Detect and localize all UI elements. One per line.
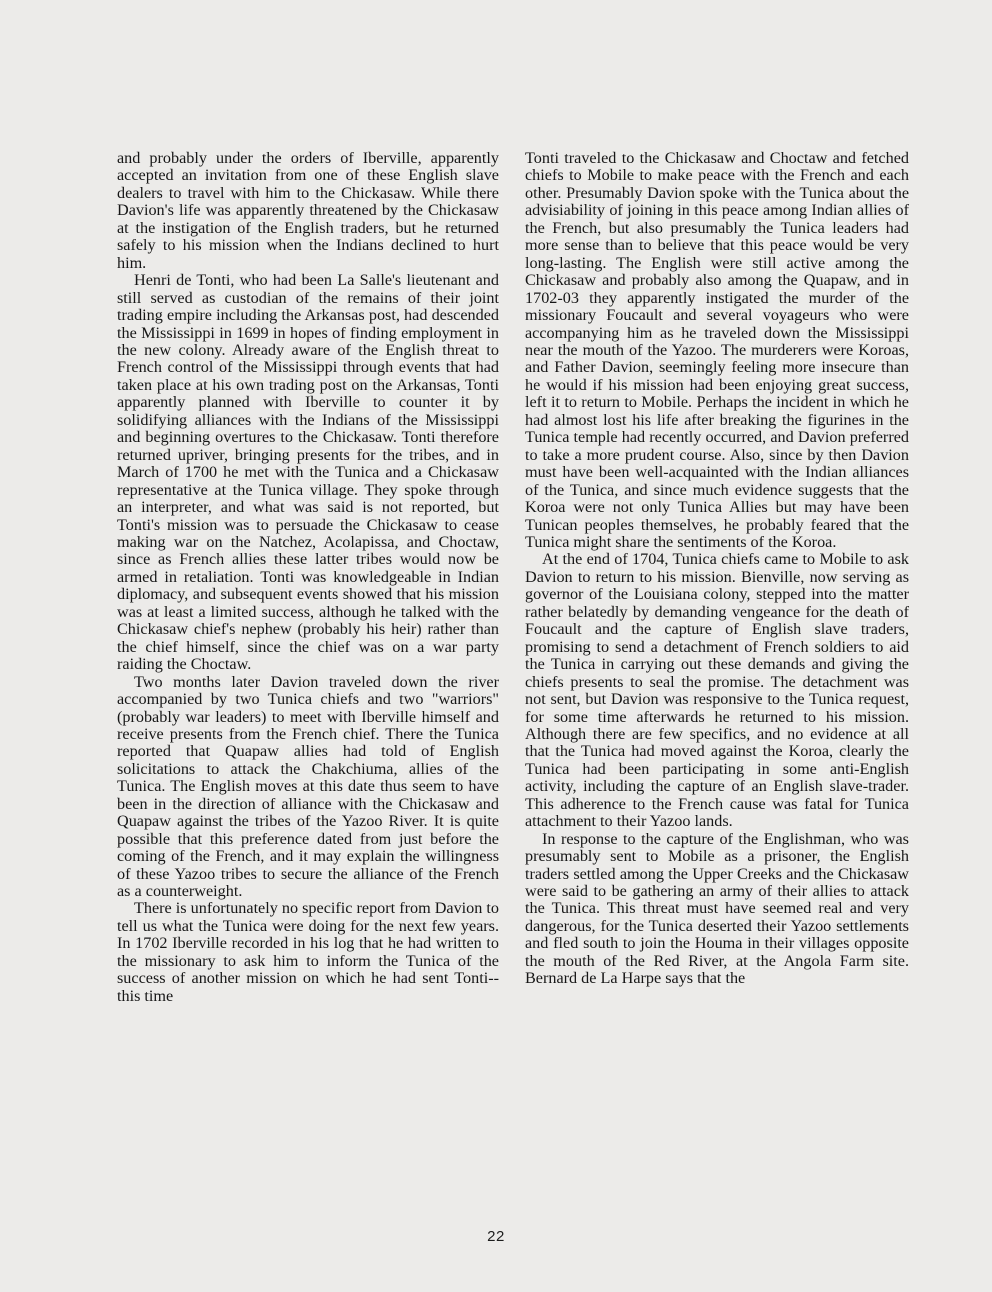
paragraph: and probably under the orders of Iberville, apparently accepted an invitation from one of these English slave dealers to travel with him to the Chickasaw. While there Davion's life was apparently threatened by the Chickasaw at the instigation of the English traders, but he returned safely to his mission when the Indians declined to hurt him.	[117, 149, 499, 272]
paragraph: In response to the capture of the Englishman, who was presumably sent to Mobile as a prisoner, the English traders settled among the Upper Creeks and the Chickasaw were said to be gathering an army of their allies to attack the Tunica. This threat must have seemed real and very dangerous, for the Tunica deserted their Yazoo settlements and fled south to join the Houma in their villages opposite the mouth of the Red River, at the Angola Farm site. Bernard de La Harpe says that the	[525, 829, 909, 988]
paragraph: There is unfortunately no specific report from Davion to tell us what the Tunica were doing for the next few years. In 1702 Iberville recorded in his log that he had written to the missionary to ask him to inform the Tunica of the success of another mission on which he had sent Tonti--this time	[117, 899, 500, 1005]
page-number: 22	[487, 1228, 505, 1245]
paragraph: Henri de Tonti, who had been La Salle's lieutenant and still served as custodian of the remains of their joint trading empire including the Arkansas post, had descended the Mississippi in 1699 in hopes of finding employment in the new colony. Already aware of the English threat to French control of the Mississippi through events that had taken place at his own trading post on the Arkansas, Tonti apparently planned with Iberville to counter it by solidifying alliances with the Indians of the Mississippi and beginning overtures to the Chickasaw. Tonti therefore returned upriver, bringing presents for the tribes, and in March of 1700 he met with the Tunica and a Chickasaw representative at the Tunica village. They spoke through an interpreter, and what was said is not reported, but Tonti's mission was to persuade the Chickasaw to cease making war on the Natchez, Acolapissa, and Choctaw, since as French allies these latter tribes would now be armed in retaliation. Tonti was knowledgeable in Indian diplomacy, and subsequent events showed that his mission was at least a limited success, although he talked with the Chickasaw chief's nephew (probably his heir) rather than the chief himself, since the chief was on a war party raiding the Choctaw.	[117, 271, 499, 674]
paragraph: At the end of 1704, Tunica chiefs came to Mobile to ask Davion to return to his mission. Bienville, now serving as governor of the Louisiana colony, stepped into the matter rather belatedly by demanding vengeance for the death of Foucault and the capture of English slave traders, promising to send a detachment of French soldiers to aid the Tunica in carrying out these demands and giving the chiefs presents to seal the promise. The detachment was not sent, but Davion was responsive to the Tunica request, for some time afterwards he returned to his mission. Although there are few specifics, and no evidence at all that the Tunica had moved against the Koroa, clearly the Tunica had been participating in some anti-English activity, including the capture of an English slave-trader. This adherence to the French cause was fatal for Tunica attachment to their Yazoo lands.	[525, 550, 909, 831]
right-column	[525, 150, 909, 988]
paragraph: Tonti traveled to the Chickasaw and Choctaw and fetched chiefs to Mobile to make peace with the French and each other. Presumably Davion spoke with the Tunica about the advisiability of joining in this peace among Indian allies of the French, but also presumably the Tunica leaders had more sense than to believe that this peace would be very long-lasting. The English were still active among the Chickasaw and probably also among the Quapaw, and in 1702-03 they apparently instigated the murder of the missionary Foucault and several voyageurs who were accompanying him as he traveled down the Mississippi near the mouth of the Yazoo. The murderers were Koroas, and Father Davion, seemingly feeling more insecure than he would if his mission had been enjoying great success, left it to return to Mobile. Perhaps the incident in which he had almost lost his life after breaking the figurines in the Tunica temple had recently occurred, and Davion preferred to take a more prudent course. Also, since by then Davion must have been well-acquainted with the Indian alliances of the Tunica, and since much evidence suggests that the Koroa were not only Tunica Allies but may have been Tunican peoples themselves, he probably feared that the Tunica might share the sentiments of the Koroa.	[525, 149, 909, 551]
paragraph: Two months later Davion traveled down the river accompanied by two Tunica chiefs and two "warriors" (probably war leaders) to meet with Iberville himself and receive presents from the French chief. There the Tunica reported that Quapaw allies had told of English solicitations to attack the Chakchiuma, allies of the Tunica. The English moves at this date thus seem to have been in the direction of alliance with the Chickasaw and Quapaw against the tribes of the Yazoo River. It is quite possible that this preference dated from just before the coming of the French, and it may explain the willingness of these Yazoo tribes to secure the alliance of the French as a counterweight.	[117, 672, 499, 901]
left-column	[117, 150, 499, 1005]
